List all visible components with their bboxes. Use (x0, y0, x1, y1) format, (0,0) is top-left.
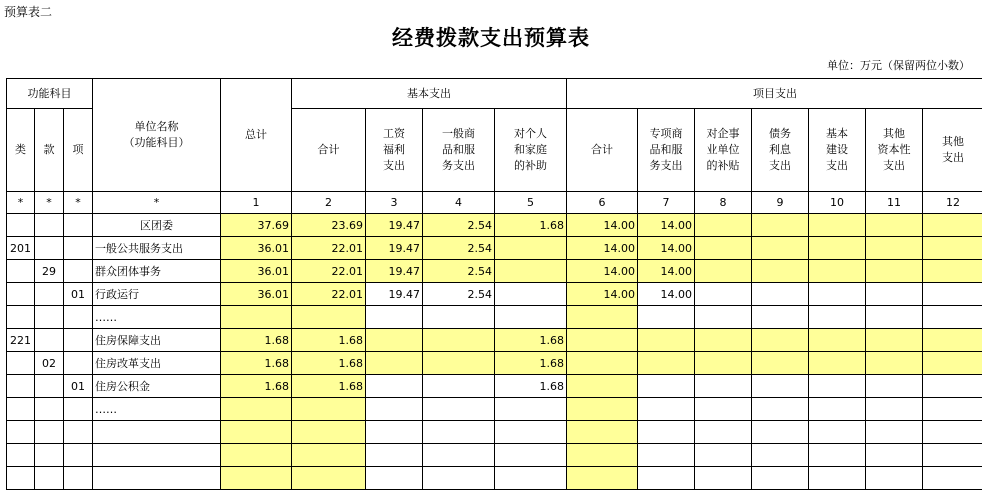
amount-cell: 14.00 (638, 237, 695, 260)
amount-cell (567, 467, 638, 490)
amount-cell (366, 375, 423, 398)
amount-cell (809, 352, 866, 375)
amount-cell: 14.00 (638, 214, 695, 237)
amount-cell (638, 444, 695, 467)
amount-cell (366, 398, 423, 421)
amount-cell (495, 398, 567, 421)
amount-cell (495, 421, 567, 444)
amount-cell (923, 237, 982, 260)
amount-cell (695, 375, 752, 398)
amount-cell (866, 444, 923, 467)
amount-cell (923, 329, 982, 352)
unit-name-cell: 行政运行 (93, 283, 221, 306)
amount-cell (866, 237, 923, 260)
amount-cell: 2.54 (423, 260, 495, 283)
amount-cell (695, 214, 752, 237)
class-code-cell (7, 260, 35, 283)
amount-cell (221, 306, 292, 329)
amount-cell: 2.54 (423, 237, 495, 260)
index-cell: * (35, 192, 64, 214)
amount-cell (752, 306, 809, 329)
amount-cell (866, 329, 923, 352)
header-lei: 类 (7, 109, 35, 192)
amount-cell (923, 260, 982, 283)
unit-name-cell (93, 467, 221, 490)
amount-cell (866, 214, 923, 237)
amount-cell (495, 444, 567, 467)
amount-cell (695, 260, 752, 283)
amount-cell (809, 283, 866, 306)
amount-cell: 36.01 (221, 237, 292, 260)
amount-cell (809, 421, 866, 444)
amount-cell (567, 352, 638, 375)
section-code-cell (35, 421, 64, 444)
unit-name-cell: 一般公共服务支出 (93, 237, 221, 260)
amount-cell (752, 352, 809, 375)
amount-cell (567, 421, 638, 444)
amount-cell: 1.68 (495, 352, 567, 375)
amount-cell (221, 444, 292, 467)
item-code-cell (64, 467, 93, 490)
header-unit-name: 单位名称 （功能科目） (93, 79, 221, 192)
amount-cell (638, 421, 695, 444)
amount-cell (638, 375, 695, 398)
document-title: 经费拨款支出预算表 (392, 25, 590, 50)
amount-cell (752, 283, 809, 306)
amount-cell (866, 375, 923, 398)
amount-cell: 14.00 (567, 283, 638, 306)
amount-cell (866, 352, 923, 375)
header-project-enterprise-subsidy: 对企事 业单位 的补贴 (695, 109, 752, 192)
class-code-cell (7, 398, 35, 421)
header-basic-goods-services: 一般商 品和服 务支出 (423, 109, 495, 192)
section-code-cell (35, 214, 64, 237)
table-row (7, 329, 982, 352)
index-cell: 12 (923, 192, 982, 214)
class-code-cell (7, 306, 35, 329)
amount-cell (752, 260, 809, 283)
amount-cell: 1.68 (495, 214, 567, 237)
amount-cell: 1.68 (495, 375, 567, 398)
amount-cell (695, 237, 752, 260)
amount-cell: 14.00 (638, 283, 695, 306)
index-cell: 4 (423, 192, 495, 214)
amount-cell (695, 398, 752, 421)
amount-cell: 22.01 (292, 283, 366, 306)
unit-name-cell: 住房改革支出 (93, 352, 221, 375)
amount-cell: 2.54 (423, 283, 495, 306)
index-cell: 11 (866, 192, 923, 214)
unit-name-cell (93, 421, 221, 444)
amount-cell (366, 306, 423, 329)
index-cell: 2 (292, 192, 366, 214)
section-code-cell (35, 398, 64, 421)
amount-cell (567, 398, 638, 421)
amount-cell (866, 260, 923, 283)
amount-cell (292, 306, 366, 329)
amount-cell (292, 421, 366, 444)
index-cell: 6 (567, 192, 638, 214)
amount-cell (866, 467, 923, 490)
header-project-goods-services: 专项商 品和服 务支出 (638, 109, 695, 192)
amount-cell (495, 260, 567, 283)
unit-name-cell (93, 444, 221, 467)
index-cell: 10 (809, 192, 866, 214)
item-code-cell (64, 237, 93, 260)
table-row (7, 444, 982, 467)
amount-cell (809, 260, 866, 283)
amount-cell (567, 444, 638, 467)
section-code-cell (35, 467, 64, 490)
amount-cell (638, 467, 695, 490)
amount-cell (366, 444, 423, 467)
amount-cell (423, 398, 495, 421)
amount-cell (495, 306, 567, 329)
header-project-other-capital: 其他 资本性 支出 (866, 109, 923, 192)
amount-cell (752, 214, 809, 237)
amount-cell: 1.68 (292, 352, 366, 375)
header-basic-wages: 工资 福利 支出 (366, 109, 423, 192)
index-cell: * (93, 192, 221, 214)
amount-cell (423, 421, 495, 444)
amount-cell (423, 306, 495, 329)
header-xiang: 项 (64, 109, 93, 192)
header-basic-personal-subsidy: 对个人 和家庭 的补助 (495, 109, 567, 192)
amount-cell: 19.47 (366, 283, 423, 306)
amount-cell (638, 352, 695, 375)
section-code-cell (35, 283, 64, 306)
amount-cell (866, 398, 923, 421)
amount-cell (292, 398, 366, 421)
table-row (7, 398, 982, 421)
amount-cell (866, 306, 923, 329)
section-code-cell (35, 444, 64, 467)
amount-cell: 1.68 (495, 329, 567, 352)
amount-cell (809, 398, 866, 421)
item-code-cell: 01 (64, 375, 93, 398)
table-row (7, 306, 982, 329)
table-row (7, 467, 982, 490)
item-code-cell: 01 (64, 283, 93, 306)
header-kuan: 款 (35, 109, 64, 192)
amount-cell (221, 421, 292, 444)
item-code-cell (64, 214, 93, 237)
item-code-cell (64, 421, 93, 444)
class-code-cell: 221 (7, 329, 35, 352)
header-functional-subject: 功能科目 (7, 79, 93, 109)
index-cell: * (7, 192, 35, 214)
amount-cell (809, 214, 866, 237)
amount-cell (923, 375, 982, 398)
header-basic-subtotal: 合计 (292, 109, 366, 192)
table-row (7, 260, 982, 283)
item-code-cell (64, 398, 93, 421)
amount-cell (809, 467, 866, 490)
amount-cell (495, 467, 567, 490)
amount-cell (923, 352, 982, 375)
amount-cell (923, 214, 982, 237)
header-project-subtotal: 合计 (567, 109, 638, 192)
amount-cell (752, 375, 809, 398)
amount-cell: 23.69 (292, 214, 366, 237)
amount-cell: 22.01 (292, 237, 366, 260)
amount-cell: 1.68 (292, 375, 366, 398)
item-code-cell (64, 352, 93, 375)
class-code-cell (7, 375, 35, 398)
class-code-cell (7, 467, 35, 490)
unit-name-cell: 住房保障支出 (93, 329, 221, 352)
amount-cell (695, 283, 752, 306)
amount-cell (495, 237, 567, 260)
amount-cell (695, 467, 752, 490)
amount-cell (638, 306, 695, 329)
unit-name-cell: 住房公积金 (93, 375, 221, 398)
column-index-row (7, 192, 982, 214)
class-code-cell (7, 421, 35, 444)
amount-cell (752, 398, 809, 421)
unit-name-cell: …… (93, 306, 221, 329)
amount-cell (423, 467, 495, 490)
amount-cell (366, 421, 423, 444)
amount-cell (423, 444, 495, 467)
amount-cell (809, 329, 866, 352)
header-project-expenditure: 项目支出 (567, 79, 982, 109)
amount-cell (567, 306, 638, 329)
section-code-cell: 29 (35, 260, 64, 283)
amount-cell (638, 329, 695, 352)
amount-cell (567, 375, 638, 398)
budget-table (6, 78, 982, 490)
amount-cell: 14.00 (567, 237, 638, 260)
amount-cell: 1.68 (221, 352, 292, 375)
amount-cell (866, 283, 923, 306)
amount-cell (292, 467, 366, 490)
amount-cell: 22.01 (292, 260, 366, 283)
index-cell: 1 (221, 192, 292, 214)
amount-cell: 36.01 (221, 283, 292, 306)
amount-cell (423, 329, 495, 352)
amount-cell: 1.68 (221, 375, 292, 398)
unit-name-cell: 群众团体事务 (93, 260, 221, 283)
section-code-cell (35, 329, 64, 352)
amount-cell: 1.68 (221, 329, 292, 352)
amount-cell (366, 352, 423, 375)
class-code-cell (7, 352, 35, 375)
amount-cell (221, 467, 292, 490)
amount-cell (221, 398, 292, 421)
amount-cell (366, 467, 423, 490)
amount-cell (809, 444, 866, 467)
amount-cell (923, 306, 982, 329)
item-code-cell (64, 329, 93, 352)
amount-cell (923, 444, 982, 467)
amount-cell (752, 444, 809, 467)
item-code-cell (64, 260, 93, 283)
amount-cell: 36.01 (221, 260, 292, 283)
amount-cell (292, 444, 366, 467)
amount-cell (695, 444, 752, 467)
amount-cell (752, 467, 809, 490)
item-code-cell (64, 444, 93, 467)
table-row (7, 375, 982, 398)
section-code-cell (35, 375, 64, 398)
class-code-cell: 201 (7, 237, 35, 260)
table-row (7, 237, 982, 260)
amount-cell (809, 306, 866, 329)
class-code-cell (7, 214, 35, 237)
class-code-cell (7, 283, 35, 306)
index-cell: 3 (366, 192, 423, 214)
header-project-other: 其他 支出 (923, 109, 982, 192)
amount-cell: 37.69 (221, 214, 292, 237)
section-code-cell (35, 237, 64, 260)
amount-cell (495, 283, 567, 306)
header-project-debt-interest: 债务 利息 支出 (752, 109, 809, 192)
table-row (7, 283, 982, 306)
section-code-cell (35, 306, 64, 329)
amount-cell: 14.00 (567, 214, 638, 237)
amount-cell: 14.00 (567, 260, 638, 283)
amount-cell (366, 329, 423, 352)
index-cell: 8 (695, 192, 752, 214)
amount-cell (809, 375, 866, 398)
section-code-cell: 02 (35, 352, 64, 375)
unit-name-cell: …… (93, 398, 221, 421)
amount-cell (923, 398, 982, 421)
amount-cell (809, 237, 866, 260)
amount-cell: 2.54 (423, 214, 495, 237)
amount-cell (923, 283, 982, 306)
unit-name-cell: 区团委 (93, 214, 221, 237)
amount-cell: 19.47 (366, 260, 423, 283)
amount-cell (695, 306, 752, 329)
amount-cell (866, 421, 923, 444)
table-row (7, 352, 982, 375)
index-cell: * (64, 192, 93, 214)
index-cell: 7 (638, 192, 695, 214)
table-number-label: 预算表二 (4, 5, 53, 19)
amount-cell (695, 329, 752, 352)
amount-cell (423, 352, 495, 375)
table-row (7, 214, 982, 237)
amount-cell (752, 421, 809, 444)
amount-cell: 19.47 (366, 214, 423, 237)
amount-cell (567, 329, 638, 352)
header-project-capital-construction: 基本 建设 支出 (809, 109, 866, 192)
index-cell: 9 (752, 192, 809, 214)
amount-cell (695, 352, 752, 375)
amount-cell (923, 421, 982, 444)
amount-cell (752, 329, 809, 352)
index-cell: 5 (495, 192, 567, 214)
header-basic-expenditure: 基本支出 (292, 79, 567, 109)
amount-cell (752, 237, 809, 260)
amount-cell: 1.68 (292, 329, 366, 352)
class-code-cell (7, 444, 35, 467)
amount-cell: 19.47 (366, 237, 423, 260)
table-row (7, 421, 982, 444)
header-total: 总计 (221, 79, 292, 192)
amount-cell (423, 375, 495, 398)
amount-cell (695, 421, 752, 444)
item-code-cell (64, 306, 93, 329)
amount-cell: 14.00 (638, 260, 695, 283)
amount-cell (638, 398, 695, 421)
amount-cell (923, 467, 982, 490)
unit-note: 单位：万元（保留两位小数） (827, 59, 970, 72)
